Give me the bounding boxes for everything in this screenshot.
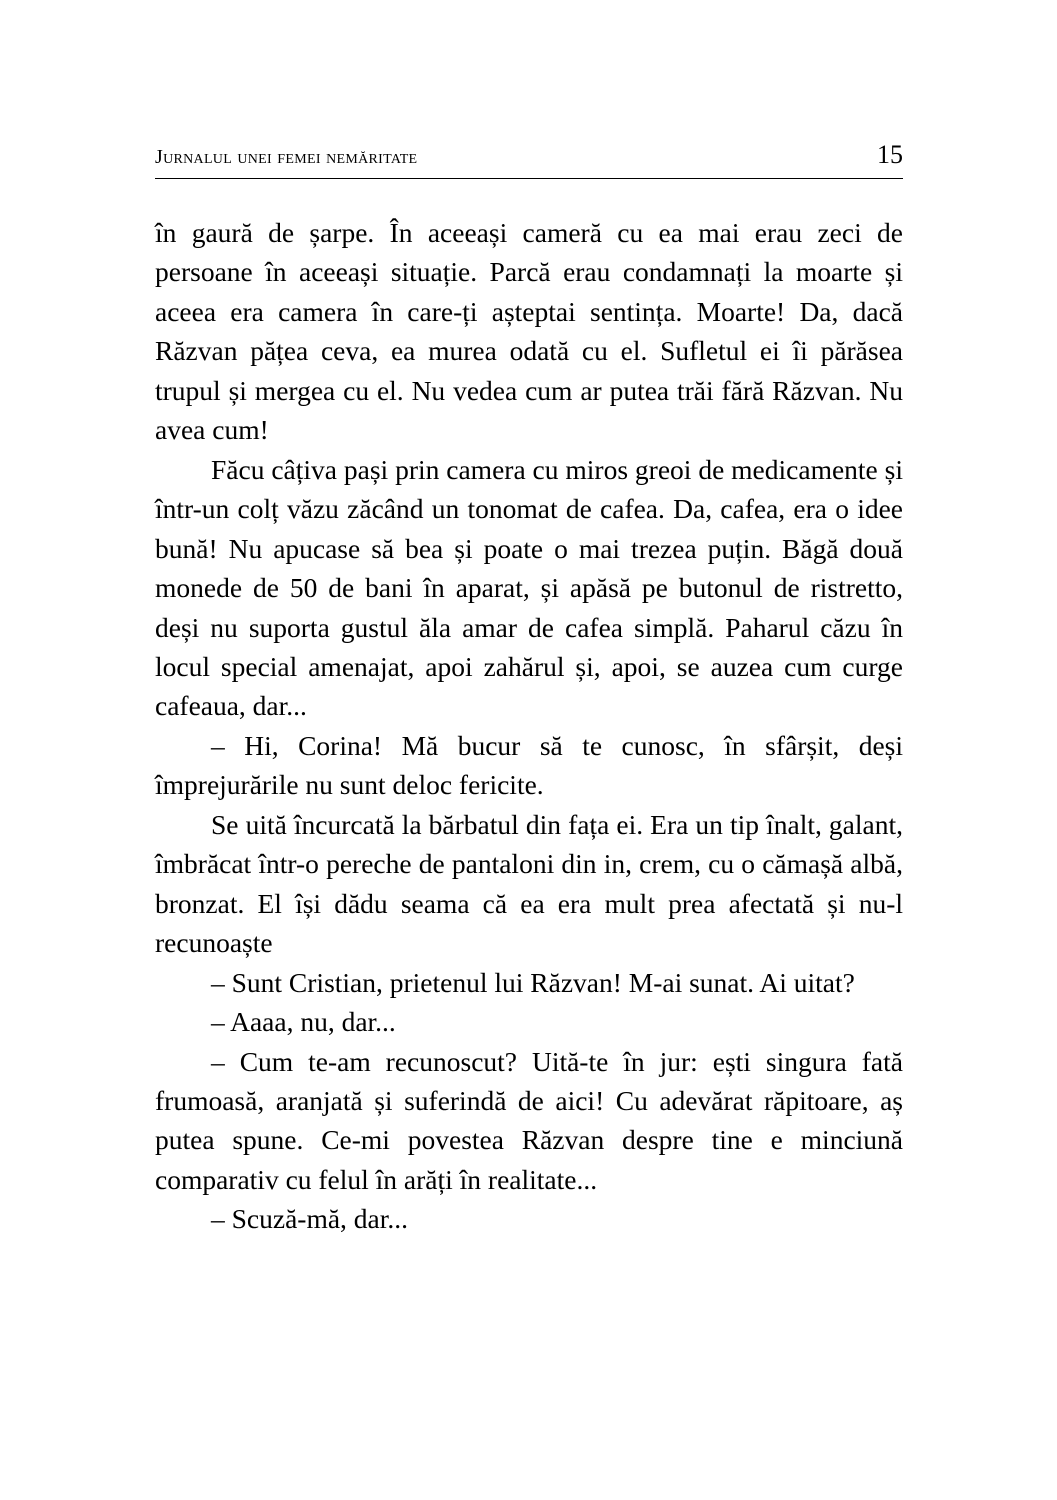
paragraph-5: – Sunt Cristian, prietenul lui Răzvan! M-ai sunat. Ai uitat? (211, 966, 855, 998)
paragraph-3: – Hi, Corina! Mă bucur să te cunosc, în sfârșit, deși împrejurările nu sunt deloc fericite. (155, 729, 903, 801)
paragraph-6: – Aaaa, nu, dar... (211, 1006, 396, 1038)
paragraph-4: Se uită încurcată la bărbatul din fața ei. Era un tip înalt, galant, îmbrăcat într-o pereche de pantaloni din in, crem, cu o cămașă albă, bronzat. El își dădu seama că ea era mult prea afectată și nu-l recunoaște (155, 808, 903, 959)
paragraph-2: Făcu câțiva pași prin camera cu miros greoi de medicamente și într-un colț văzu zăcând un tonomat de cafea. Da, cafea, era o idee bună! Nu apucase să bea și poate o mai trezea puțin. Băgă două monede de 50 de bani în aparat, și apăsă pe butonul de ristretto, deși nu suporta gustul ăla amar de cafea simplă. Paharul căzu în locul special amenajat, apoi zahărul și, apoi, se auzea cum curge cafeaua, dar... (155, 453, 903, 722)
running-title: Jurnalul unei femei nemăritate (155, 146, 418, 168)
body-text (155, 213, 903, 1239)
page-header (155, 140, 903, 179)
page-content (155, 140, 903, 1239)
page-number: 15 (877, 140, 903, 169)
paragraph-1: în gaură de șarpe. În aceeași cameră cu ea mai erau zeci de persoane în aceeași situație. Parcă erau condamnați la moarte și aceea era camera în care-ți așteptai sentința. Moarte! Da, dacă Răzvan pățea ceva, ea murea odată cu el. Sufletul ei îi părăsea trupul și mergea cu el. Nu vedea cum ar putea trăi fără Răzvan. Nu avea cum! (155, 217, 903, 446)
paragraph-7: – Cum te-am recunoscut? Uită-te în jur: ești singura fată frumoasă, aranjată și suferindă de aici! Cu adevărat răpitoare, aș putea spune. Ce-mi povestea Răzvan despre tine e minciună comparativ cu felul în arăți în realitate... (155, 1045, 903, 1195)
paragraph-8: – Scuză-mă, dar... (211, 1203, 409, 1235)
